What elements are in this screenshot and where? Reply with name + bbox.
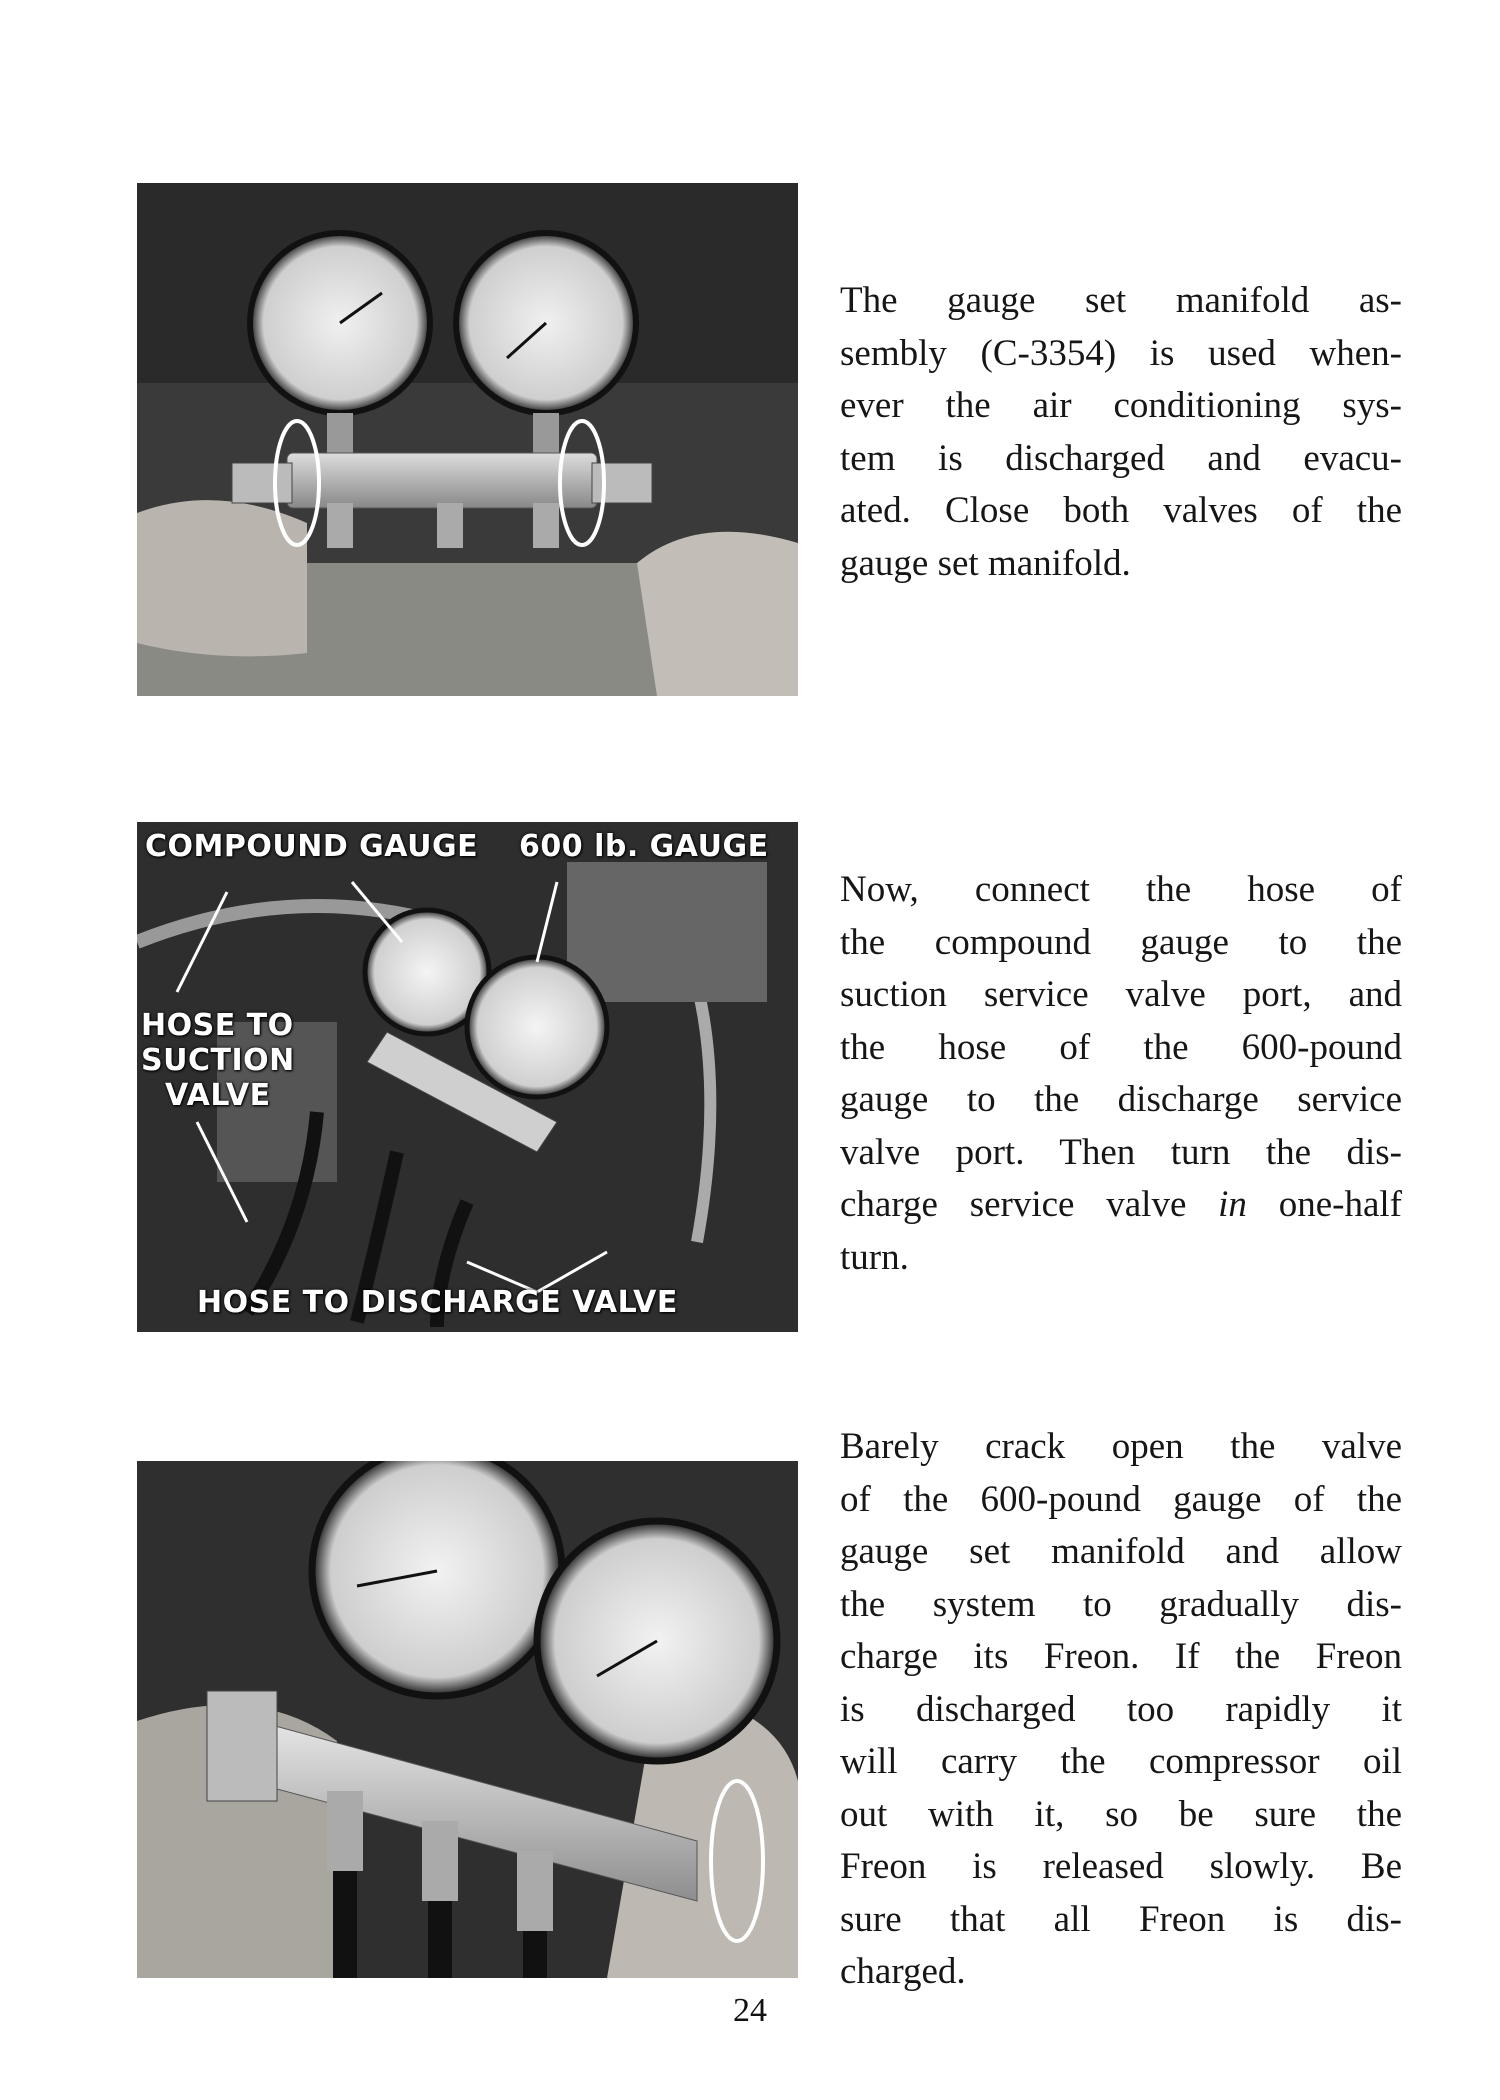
hose-to-suction-label-3: VALVE — [165, 1078, 271, 1113]
text-line: Now, connect the hose of — [840, 869, 1402, 910]
text-line: valve port. Then turn the dis- — [840, 1131, 1402, 1173]
hose-to-discharge-label: HOSE TO DISCHARGE VALVE — [197, 1285, 678, 1320]
valve-crack-open-photo — [137, 1461, 798, 1978]
text-line: charged. — [840, 1951, 966, 1992]
text-line: tem is discharged and evacu- — [840, 437, 1402, 479]
page-number: 24 — [733, 1992, 767, 2029]
text-line: charge its Freon. If the Freon — [840, 1636, 1402, 1677]
text-line: will carry the compressor oil — [840, 1741, 1402, 1782]
text-line: ated. Close both valves of the — [840, 490, 1402, 531]
text-line: turn. — [840, 1236, 909, 1278]
hose-connection-photo — [137, 822, 798, 1332]
hose-to-suction-label-2: SUCTION — [141, 1043, 295, 1078]
600-lb-gauge-label: 600 lb. GAUGE — [519, 829, 769, 864]
paragraph-3 — [840, 1421, 1402, 1999]
gauge-manifold-photo — [137, 183, 798, 696]
text-line: Barely crack open the valve — [840, 1426, 1402, 1467]
text-line: The gauge set manifold as- — [840, 280, 1402, 321]
text-line: Freon is released slowly. Be — [840, 1846, 1402, 1887]
text-line: of the 600-pound gauge of the — [840, 1478, 1402, 1520]
text-line: gauge set manifold and allow — [840, 1531, 1402, 1572]
text-line: the hose of the 600-pound — [840, 1026, 1402, 1068]
compound-gauge-label: COMPOUND GAUGE — [145, 829, 479, 864]
text-line: is discharged too rapidly it — [840, 1688, 1402, 1730]
text-line: gauge set manifold. — [840, 542, 1131, 584]
text-line: out with it, so be sure the — [840, 1793, 1402, 1835]
text-line: suction service valve port, and — [840, 974, 1402, 1015]
text-line: charge service valve in one-half — [840, 1184, 1402, 1225]
text-line: gauge to the discharge service — [840, 1079, 1402, 1120]
text-line: the system to gradually dis- — [840, 1583, 1402, 1625]
paragraph-1 — [840, 275, 1402, 590]
text-line: sure that all Freon is dis- — [840, 1898, 1402, 1940]
text-line: sembly (C-3354) is used when- — [840, 332, 1402, 374]
hose-to-suction-label-1: HOSE TO — [141, 1008, 294, 1043]
paragraph-2 — [840, 864, 1402, 1284]
text-line: ever the air conditioning sys- — [840, 385, 1402, 426]
text-line: the compound gauge to the — [840, 921, 1402, 963]
